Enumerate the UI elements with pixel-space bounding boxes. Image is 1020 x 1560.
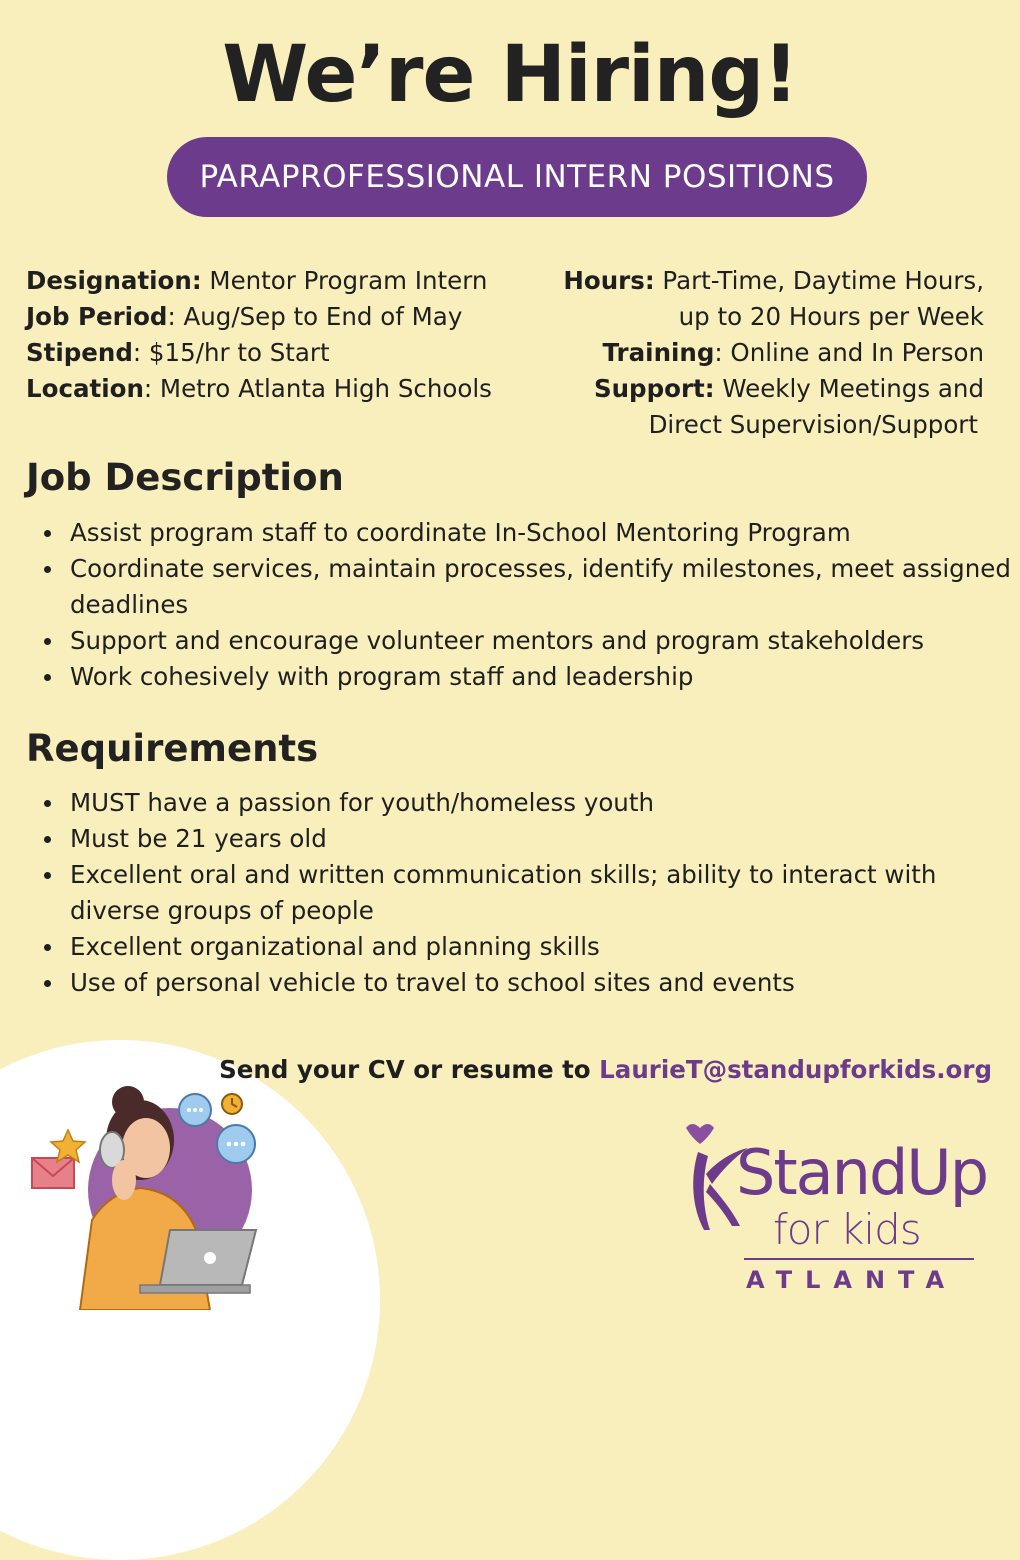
list-item: Excellent organizational and planning skills <box>70 929 1020 965</box>
detail-stipend <box>26 335 492 371</box>
detail-value: : $15/hr to Start <box>132 338 330 367</box>
contact-prefix: Send your CV or resume to <box>219 1055 600 1084</box>
list-item: Use of personal vehicle to travel to school sites and events <box>70 965 1020 1001</box>
detail-value: Mentor Program Intern <box>201 266 488 295</box>
detail-job-period <box>26 299 492 335</box>
detail-value: : Metro Atlanta High Schools <box>143 374 492 403</box>
detail-label: Job Period <box>26 302 168 331</box>
positions-banner <box>167 137 867 217</box>
detail-label: Training <box>602 338 715 367</box>
detail-value: : Online and In Person <box>714 338 984 367</box>
chat-bubble-icon <box>217 1125 255 1163</box>
envelope-icon <box>32 1158 74 1188</box>
details-right <box>563 263 984 443</box>
detail-location <box>26 371 492 407</box>
list-item: MUST have a passion for youth/homeless youth <box>70 785 1020 821</box>
contact-email-link[interactable]: LaurieT@standupforkids.org <box>599 1055 992 1084</box>
detail-label: Designation: <box>26 266 202 295</box>
contact-line <box>219 1055 992 1084</box>
list-item: Excellent oral and written communication skills; ability to interact with diverse groups of people <box>70 857 1020 929</box>
detail-training <box>563 335 984 371</box>
details-left <box>26 263 492 407</box>
logo-city: ATLANTA <box>746 1266 958 1294</box>
clock-icon <box>222 1094 242 1114</box>
detail-designation <box>26 263 492 299</box>
positions-banner-label: PARAPROFESSIONAL INTERN POSITIONS <box>199 159 835 195</box>
chat-bubble-icon <box>179 1094 211 1126</box>
woman-on-phone-illustration <box>20 1080 300 1310</box>
list-item: Assist program staff to coordinate In-School Mentoring Program <box>70 515 1020 551</box>
detail-label: Hours: <box>563 266 655 295</box>
detail-label: Location <box>26 374 144 403</box>
detail-hours <box>563 263 984 299</box>
standup-for-kids-logo <box>680 1118 1000 1303</box>
detail-value: Part-Time, Daytime Hours, <box>654 266 984 295</box>
detail-value: : Aug/Sep to End of May <box>167 302 463 331</box>
list-item: Work cohesively with program staff and leadership <box>70 659 1020 695</box>
list-item: Must be 21 years old <box>70 821 1020 857</box>
list-item: Support and encourage volunteer mentors and program stakeholders <box>70 623 1020 659</box>
headline: We’re Hiring! <box>222 30 798 120</box>
logo-divider <box>744 1258 974 1260</box>
logo-word-standup: StandUp <box>736 1136 988 1209</box>
detail-value: Weekly Meetings and <box>714 374 984 403</box>
list-item: Coordinate services, maintain processes, identify milestones, meet assigned deadlines <box>70 551 1020 623</box>
detail-label: Stipend <box>26 338 133 367</box>
detail-hours-line2: up to 20 Hours per Week <box>678 302 984 331</box>
detail-support <box>563 371 984 407</box>
detail-label: Support: <box>593 374 715 403</box>
detail-support-line2: Direct Supervision/Support <box>648 410 978 439</box>
requirements-heading: Requirements <box>26 727 319 770</box>
logo-word-for-kids: for kids <box>773 1205 921 1254</box>
requirements-list <box>26 785 1020 1001</box>
job-description-list <box>26 515 1020 695</box>
job-description-heading: Job Description <box>26 456 344 499</box>
